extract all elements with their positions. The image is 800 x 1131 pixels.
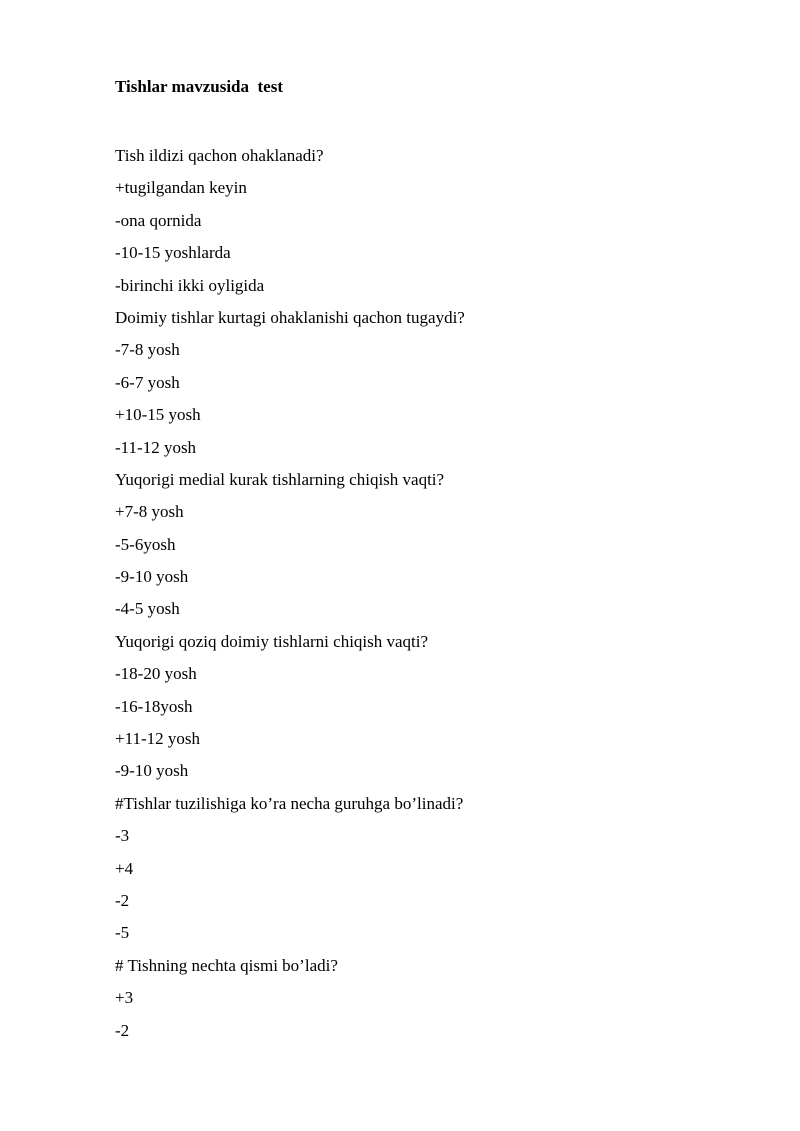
- answer-line: +tugilgandan keyin: [115, 178, 247, 198]
- answer-line: -birinchi ikki oyligida: [115, 275, 265, 295]
- answer-line: -11-12 yosh: [115, 437, 197, 457]
- question-list: [115, 140, 465, 1047]
- answer-line: -2: [115, 1020, 130, 1040]
- answer-line: -6-7 yosh: [115, 372, 180, 392]
- answer-line: -7-8 yosh: [115, 340, 180, 360]
- document-title: Tishlar mavzusida test: [115, 77, 283, 96]
- answer-line: -3: [115, 826, 130, 846]
- answer-line: -18-20 yosh: [115, 664, 197, 684]
- question-line: Doimiy tishlar kurtagi ohaklanishi qachon tugaydi?: [115, 307, 465, 327]
- answer-line: -4-5 yosh: [115, 599, 180, 619]
- question-line: Tish ildizi qachon ohaklanadi?: [115, 146, 324, 165]
- answer-line: +4: [115, 858, 134, 878]
- answer-line: -5-6yosh: [115, 534, 176, 554]
- question-line: Yuqorigi medial kurak tishlarning chiqish vaqti?: [115, 469, 445, 489]
- answer-line: +3: [115, 988, 134, 1008]
- answer-line: -9-10 yosh: [115, 567, 189, 587]
- answer-line: -5: [115, 923, 130, 943]
- answer-line: -2: [115, 890, 130, 910]
- question-line: # Tishning nechta qismi bo’ladi?: [115, 955, 338, 975]
- answer-line: +10-15 yosh: [115, 405, 201, 425]
- question-line: Yuqorigi qoziq doimiy tishlarni chiqish vaqti?: [115, 631, 429, 651]
- answer-line: -16-18yosh: [115, 696, 193, 716]
- answer-line: -10-15 yoshlarda: [115, 243, 231, 263]
- answer-line: +7-8 yosh: [115, 502, 184, 522]
- answer-line: +11-12 yosh: [115, 729, 200, 749]
- answer-line: -ona qornida: [115, 210, 202, 230]
- question-line: #Tishlar tuzilishiga ko’ra necha guruhga bo’linadi?: [115, 793, 464, 813]
- answer-line: -9-10 yosh: [115, 761, 189, 781]
